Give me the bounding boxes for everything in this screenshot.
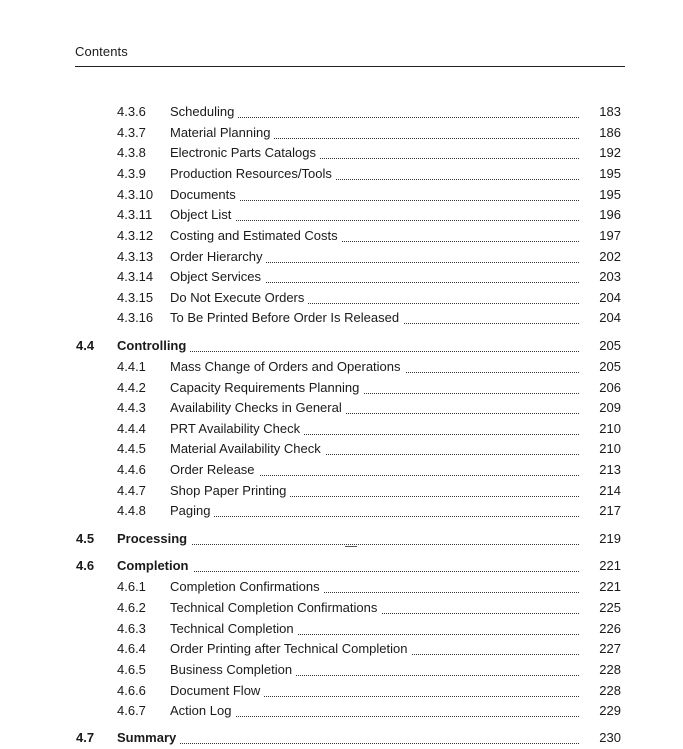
toc-entry-number: 4.3.12 [117,228,154,243]
toc-entry-number: 4.6.5 [117,662,146,677]
toc-entry-page: 196 [599,207,621,222]
toc-entry[interactable] [75,682,625,702]
toc-entry-title: Mass Change of Orders and Operations [170,358,405,376]
toc-entry-number: 4.3.7 [117,125,146,140]
toc-section-page: 205 [599,338,621,353]
toc-entry[interactable] [75,124,625,144]
toc-entry-title: Material Planning [170,124,274,142]
toc-entry-page: 197 [599,228,621,243]
toc-entry[interactable] [75,440,625,460]
toc-section[interactable] [75,557,625,577]
toc-entry[interactable] [75,206,625,226]
toc-entry-number: 4.4.2 [117,380,146,395]
toc-entry[interactable] [75,461,625,481]
toc-entry-page: 210 [599,421,621,436]
toc-entry[interactable] [75,482,625,502]
toc-entry[interactable] [75,186,625,206]
toc-entry[interactable] [75,289,625,309]
toc-entry-title: Action Log [170,702,235,720]
toc-entry-page: 203 [599,269,621,284]
toc-entry-number: 4.4.6 [117,462,146,477]
toc-entry[interactable] [75,702,625,722]
toc-entry-page: 206 [599,380,621,395]
toc-entry-number: 4.4.1 [117,359,146,374]
toc-entry-title: Technical Completion Confirmations [170,599,381,617]
toc-entry-number: 4.6.6 [117,683,146,698]
toc-entry-number: 4.6.3 [117,621,146,636]
toc-entry-page: 226 [599,621,621,636]
toc-entry-title: Order Printing after Technical Completion [170,640,412,658]
toc-entry-title: Documents [170,186,240,204]
toc-entry-page: 195 [599,166,621,181]
toc-entry-page: 202 [599,249,621,264]
toc-entry-title: Availability Checks in General [170,399,346,417]
toc-entry-number: 4.4.8 [117,503,146,518]
toc-entry-title: Paging [170,502,214,520]
toc-entry[interactable] [75,309,625,329]
toc-entry-page: 205 [599,359,621,374]
toc-entry[interactable] [75,502,625,522]
dot-leader [117,742,579,744]
toc-entry-number: 4.3.13 [117,249,154,264]
toc-entry[interactable] [75,661,625,681]
toc-entry-title: Capacity Requirements Planning [170,379,363,397]
toc-entry-title: Shop Paper Printing [170,482,290,500]
toc-entry[interactable] [75,103,625,123]
toc-entry-number: 4.3.16 [117,310,154,325]
toc-entry-number: 4.3.8 [117,145,146,160]
toc-section-title: Completion [117,557,193,575]
toc-section[interactable] [75,337,625,357]
toc-entry-page: 192 [599,145,621,160]
toc-entry-number: 4.3.10 [117,187,154,202]
toc-entry-title: Object List [170,206,235,224]
toc-entry-number: 4.6.1 [117,579,146,594]
toc-entry-title: Material Availability Check [170,440,325,458]
toc-section[interactable] [75,530,625,550]
toc-entry-number: 4.3.15 [117,290,154,305]
toc-section-title: Processing [117,530,191,548]
toc-section-page: 221 [599,558,621,573]
toc-entry-number: 4.3.9 [117,166,146,181]
toc-entry-title: Document Flow [170,682,264,700]
toc-entry-title: Business Completion [170,661,296,679]
toc-entry-page: 186 [599,125,621,140]
toc-entry-title: Electronic Parts Catalogs [170,144,320,162]
toc-entry-page: 221 [599,579,621,594]
toc-entry-title: Order Hierarchy [170,248,266,266]
toc-entry-page: 195 [599,187,621,202]
toc-entry-page: 217 [599,503,621,518]
toc-section-number: 4.5 [76,531,95,546]
toc-entry-number: 4.6.4 [117,641,146,656]
toc-entry-title: Completion Confirmations [170,578,324,596]
toc-entry-page: 209 [599,400,621,415]
toc-entry-page: 183 [599,104,621,119]
toc-section-page: 219 [599,531,621,546]
toc-entry-title: To Be Printed Before Order Is Released [170,309,403,327]
toc-entry-page: 204 [599,290,621,305]
toc-entry[interactable] [75,144,625,164]
toc-section-title: Controlling [117,337,190,355]
page-title: Contents [75,44,128,59]
toc-entry-number: 4.3.14 [117,269,154,284]
toc-section-title: Summary [117,729,180,747]
toc-entry[interactable] [75,248,625,268]
toc-entry-title: Technical Completion [170,620,298,638]
toc-entry-page: 213 [599,462,621,477]
toc-entry-number: 4.3.6 [117,104,146,119]
toc-entry-page: 225 [599,600,621,615]
toc-entry-number: 4.4.4 [117,421,146,436]
toc-entry-title: Do Not Execute Orders [170,289,308,307]
toc-entry-title: Production Resources/Tools [170,165,336,183]
toc-entry-number: 4.3.11 [117,207,153,222]
toc-entry-page: 204 [599,310,621,325]
toc-entry-page: 229 [599,703,621,718]
toc-entry[interactable] [75,268,625,288]
toc-entry-title: PRT Availability Check [170,420,304,438]
toc-section[interactable] [75,729,625,749]
toc-section-page: 230 [599,730,621,745]
toc-section-number: 4.4 [76,338,95,353]
toc-entry[interactable] [75,399,625,419]
toc-entry-page: 227 [599,641,621,656]
toc-entry-title: Order Release [170,461,259,479]
toc-entry-number: 4.6.7 [117,703,146,718]
toc-entry[interactable] [75,358,625,378]
toc-entry[interactable] [75,599,625,619]
toc-entry[interactable] [75,379,625,399]
toc-entry[interactable] [75,578,625,598]
toc-entry[interactable] [75,165,625,185]
toc-entry-page: 214 [599,483,621,498]
toc-entry[interactable] [75,227,625,247]
toc-entry[interactable] [75,640,625,660]
toc-entry-number: 4.4.5 [117,441,146,456]
dot-leader [170,515,579,517]
toc-entry-title: Costing and Estimated Costs [170,227,342,245]
toc-entry-number: 4.4.3 [117,400,146,415]
toc-entry[interactable] [75,420,625,440]
toc-section-number: 4.7 [76,730,95,745]
toc-entry-title: Scheduling [170,103,238,121]
toc-entry-page: 228 [599,662,621,677]
toc-entry[interactable] [75,620,625,640]
scan-artifact [345,546,357,547]
toc-entry-title: Object Services [170,268,265,286]
page-header [75,44,625,67]
toc-entry-page: 210 [599,441,621,456]
toc-entry-number: 4.4.7 [117,483,146,498]
toc-entry-page: 228 [599,683,621,698]
toc-section-number: 4.6 [76,558,95,573]
toc-entry-number: 4.6.2 [117,600,146,615]
